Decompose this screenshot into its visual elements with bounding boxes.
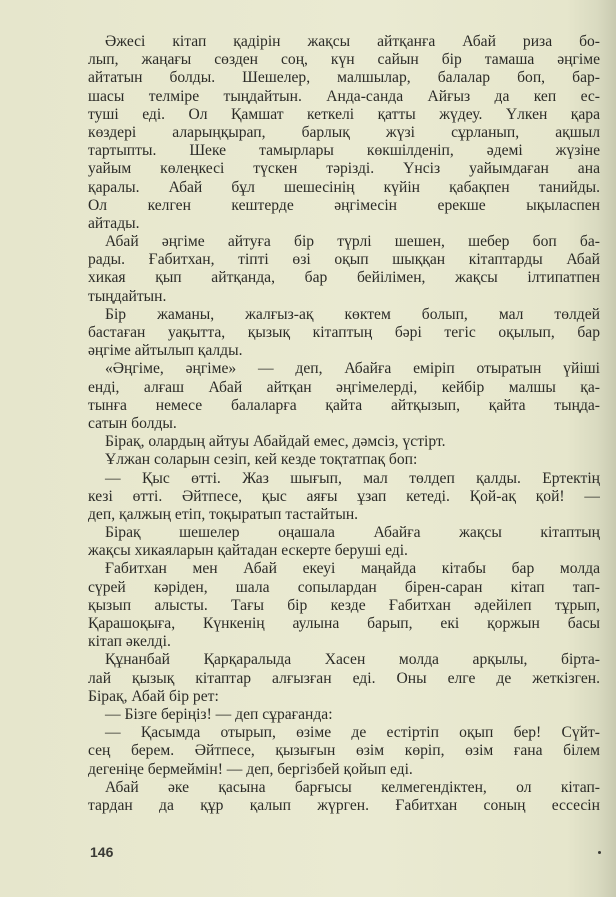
- text-line: лай қызық кітаптар алғызған еді. Оны елге де жеткізген.: [88, 669, 600, 687]
- text-line: кітап әкелді.: [88, 633, 171, 651]
- text-line: Бір жаманы, жалғыз-ақ көктем болып, мал төлдей: [105, 305, 600, 323]
- text-line: бастаған уақытта, қызық кітаптың бәрі тегіс оқылып, бар: [88, 324, 600, 341]
- text-line: Абай әңгіме айтуға бір түрлі шешен, шебер боп ба-: [105, 233, 600, 251]
- text-line: тыңдайтын.: [88, 287, 167, 305]
- text-line: — Қыс өтті. Жаз шығып, мал төлдеп қалды. Ертектің: [105, 469, 600, 487]
- text-line: сүрей кәріден, шала сопылардан бірен-саран кітап тап-: [88, 578, 600, 596]
- text-line: — Қасымда отырып, өзіме де естіртіп оқып бер! Сүйт-: [105, 724, 600, 742]
- text-line: Абай әке қасына барғысы келмегендіктен, ол кітап-: [105, 778, 600, 796]
- print-speck: [598, 851, 601, 854]
- text-line: туші еді. Ол Қамшат кеткелі қатты жүдеу. Үлкен қара: [88, 105, 600, 123]
- text-line: Әжесі кітап қадірін жақсы айтқанға Абай риза бо-: [105, 33, 600, 50]
- text-line: Қарашоқыға, Күнкенің аулына барып, екі қоржын басы: [88, 615, 600, 632]
- text-line: жақсы хикаяларын қайтадан ескерте беруші еді.: [88, 542, 408, 560]
- text-line: Ғабитхан мен Абай екеуі маңайда кітабы бар молда: [105, 560, 600, 578]
- text-line: — Бізге беріңіз! — деп сұрағанда:: [105, 705, 333, 723]
- text-line: кезі өтті. Әйтпесе, қыс аяғы ұзап кетеді. Қой-ақ қой! —: [88, 487, 600, 505]
- text-line: Ол келген кештерде әңгімесін ерекше ықыласпен: [88, 196, 600, 214]
- text-line: сатын болды.: [88, 414, 177, 432]
- text-line: Құнанбай Қарқаралыда Хасен молда арқылы, бірта-: [105, 651, 600, 669]
- text-line: әңгіме айтылып қалды.: [88, 342, 243, 360]
- text-line: тартыпты. Шеке тамырлары көкшілденіп, әдемі жүзіне: [88, 142, 600, 160]
- page-number: 146: [90, 844, 114, 860]
- text-line: Ұлжан соларын сезіп, кей кезде тоқтатпақ боп:: [105, 451, 418, 469]
- text-line: Бірақ, олардың айтуы Абайдай емес, дәмсіз, үстірт.: [105, 433, 446, 451]
- text-line: рады. Ғабитхан, тіпті өзі оқып шыққан кітаптарды Абай: [88, 251, 600, 269]
- text-line: Бірақ шешелер оңашала Абайға жақсы кітаптың: [105, 524, 600, 542]
- text-line: шасы телміре тыңдайтын. Анда-санда Айғыз да кеп ес-: [88, 87, 600, 105]
- book-text-body: [88, 33, 600, 815]
- text-line: көздері аларыңқырап, барлық жүзі сұрланып, ақшыл: [88, 123, 600, 141]
- text-line: тардан да құр қалып жүрген. Ғабитхан соның ессесін: [88, 796, 600, 814]
- text-line: лып, жаңағы сөзден соң, күн сайын бір тамаша әңгіме: [88, 51, 600, 69]
- text-line: айтады.: [88, 214, 140, 232]
- text-line: хикая қып айтқанда, бар бейілімен, жақсы ілтипатпен: [88, 269, 600, 287]
- text-line: сең берем. Әйтпесе, қызығын өзім көріп, өзім ғана білем: [88, 742, 600, 760]
- text-line: уайым көлеңкесі түскен тәрізді. Үнсіз уайымдаған ана: [88, 160, 600, 178]
- text-line: дегеніңе бермеймін! — деп, бергізбей қойып еді.: [88, 760, 413, 778]
- text-line: Бірақ, Абай бір рет:: [88, 687, 219, 705]
- text-line: тынға немесе балаларға қайта айтқызып, қайта тыңда-: [88, 396, 600, 414]
- text-line: қаралы. Абай бұл шешесінің күйін қабақпен танийды.: [88, 178, 600, 196]
- text-line: «Әңгіме, әңгіме» — деп, Абайға еміріп отыратын үйіші: [105, 360, 600, 378]
- text-line: енді, алғаш Абай айтқан әңгімелерді, кейбір малшы қа-: [88, 378, 600, 396]
- text-line: қызып алысты. Тағы бір кезде Ғабитхан әдейілеп тұрып,: [88, 596, 600, 614]
- text-line: деп, қалжың етіп, тоқыратып тастайтын.: [88, 505, 359, 523]
- text-line: айтатын болды. Шешелер, малшылар, балалар боп, бар-: [88, 69, 600, 87]
